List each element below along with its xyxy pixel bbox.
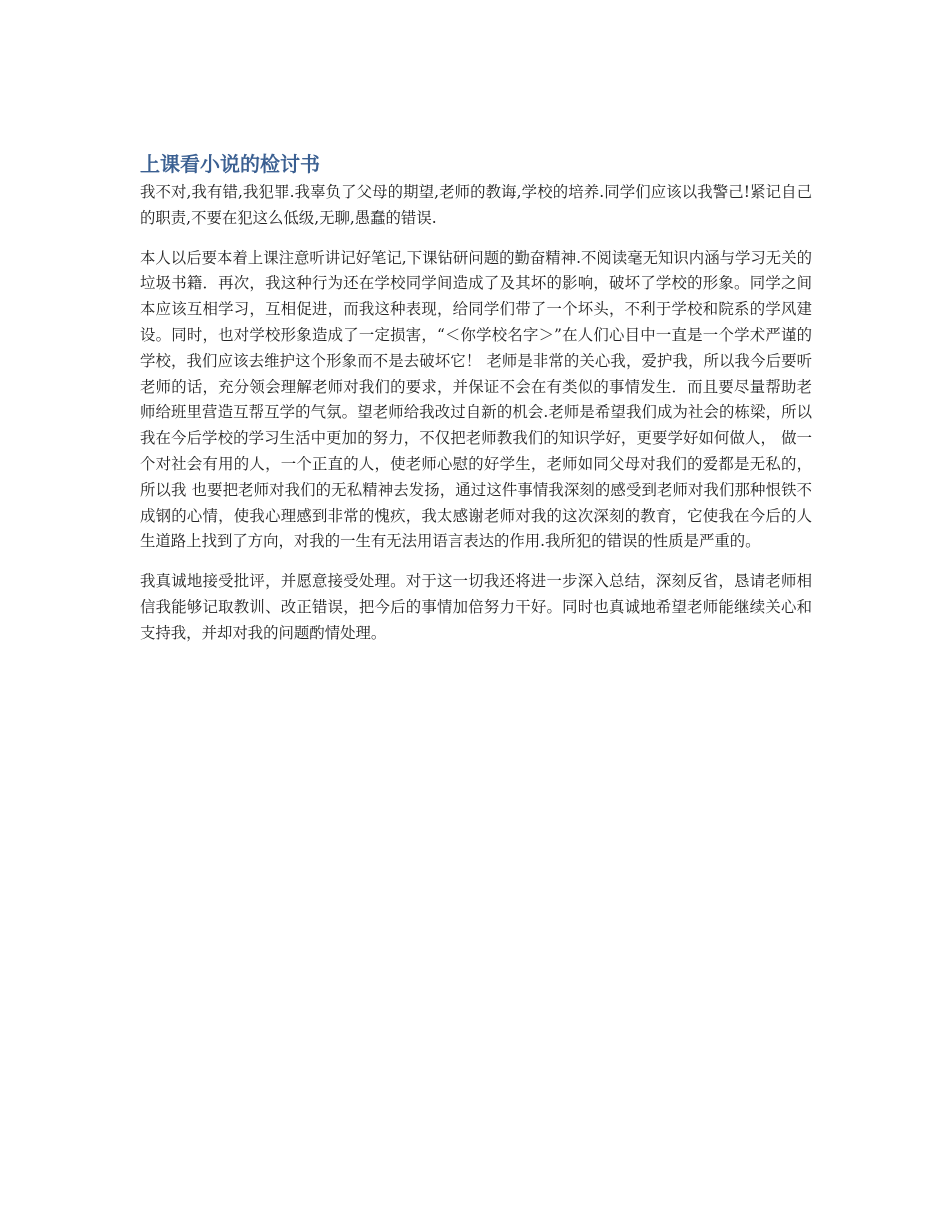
paragraph-1: 我不对,我有错,我犯罪.我辜负了父母的期望,老师的教诲,学校的培养.同学们应该以我警己!紧记自己的职责,不要在犯这么低级,无聊,愚蠢的错误. — [140, 183, 812, 227]
paragraph-3: 我真诚地接受批评，并愿意接受处理。对于这一切我还将进一步深入总结，深刻反省，恳请老师相信我能够记取教训、改正错误，把今后的事情加倍努力干好。同时也真诚地希望老师能继续关心和支持我，并却对我的问题酌情处理。 — [140, 572, 812, 642]
paragraph-2: 本人以后要本着上课注意听讲记好笔记,下课钻研问题的勤奋精神.不阅读毫无知识内涵与学习无关的垃圾书籍．再次，我这种行为还在学校同学间造成了及其坏的影响，破坏了学校的形象。同学之间本应该互相学习，互相促进，而我这种表现，给同学们带了一个坏头，不利于学校和院系的学风建设。同时，也对学校形象造成了一定损害，“＜你学校名字＞”在人们心目中一直是一个学术严谨的学校，我们应该去维护这个形象而不是去破坏它！ 老师是非常的关心我，爱护我，所以我今后要听老师的话，充分领会理解老师对我们的要求，并保证不会在有类似的事情发生．而且要尽量帮助老师给班里营造互帮互学的气氛。望老师给我改过自新的机会.老师是希望我们成为社会的栋梁，所以我在今后学校的学习生活中更加的努力，不仅把老师教我们的知识学好，更要学好如何做人， 做一个对社会有用的人，一个正直的人，使老师心慰的好学生，老师如同父母对我们的爱都是无私的，所以我 也要把老师对我们的无私精神去发扬，通过这件事情我深刻的感受到老师对我们那种恨铁不成钢的心情，使我心理感到非常的愧疚，我太感谢老师对我的这次深刻的教育，它使我在今后的人生道路上找到了方向，对我的一生有无法用语言表达的作用.我所犯的错误的性质是严重的。 — [140, 248, 812, 551]
document-body — [140, 150, 812, 647]
document-title: 上课看小说的检讨书 — [140, 152, 320, 176]
